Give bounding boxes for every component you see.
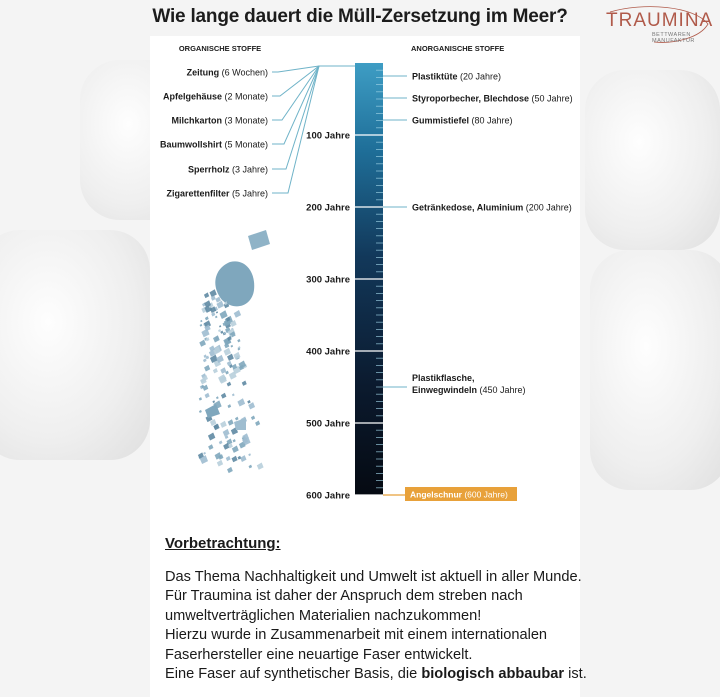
section-heading: Vorbetrachtung: — [165, 535, 281, 552]
bold-phrase: biologisch abbaubar — [421, 666, 565, 683]
description-line: Für Traumina ist daher der Anspruch dem streben nach — [165, 588, 523, 605]
organic-item-label: Baumwollshirt (5 Monate) — [159, 139, 268, 150]
description-line: Das Thema Nachhaltigkeit und Umwelt ist aktuell in aller Munde. — [165, 569, 582, 585]
tick-label: 100 Jahre — [306, 130, 350, 142]
logo-wordmark: TRAUMINA — [606, 10, 714, 31]
organic-connector — [272, 66, 355, 193]
page-title: Wie lange dauert die Müll-Zersetzung im Meer? — [152, 6, 568, 27]
organic-connector — [272, 66, 355, 96]
tick-label: 500 Jahre — [306, 418, 350, 430]
disintegrating-bottle-icon — [198, 230, 270, 473]
organic-connector — [272, 66, 355, 169]
organic-connector — [272, 66, 355, 72]
tick-label: 400 Jahre — [306, 346, 350, 358]
description-line: umweltverträglichen Materialien nachzukommen! — [165, 607, 482, 624]
organic-item-label: Zigarettenfilter (5 Jahre) — [166, 188, 268, 199]
inorganic-item-label: Einwegwindeln (450 Jahre) — [412, 385, 526, 395]
organic-item-label: Zeitung (6 Wochen) — [186, 67, 268, 78]
inorganic-item-label: Angelschnur (600 Jahre) — [410, 489, 508, 500]
description-line: Faserhersteller eine neuartige Faser entwickelt. — [165, 646, 473, 663]
inorganic-item-label: Plastikflasche, — [412, 373, 475, 383]
tick-label: 600 Jahre — [306, 490, 350, 502]
organic-item-label: Milchkarton (3 Monate) — [171, 115, 268, 126]
inorganic-item-label: Getränkedose, Aluminium (200 Jahre) — [412, 202, 572, 213]
inorganic-item-label: Gummistiefel (80 Jahre) — [412, 115, 513, 126]
tick-label: 300 Jahre — [306, 274, 350, 286]
description-line: Hierzu wurde in Zusammenarbeit mit einem internationalen — [165, 627, 548, 644]
left-group-label: ORGANISCHE STOFFE — [178, 44, 262, 53]
inorganic-item-label: Styroporbecher, Blechdose (50 Jahre) — [412, 93, 573, 104]
organic-item-label: Sperrholz (3 Jahre) — [187, 164, 268, 175]
organic-item-label: Apfelgehäuse (2 Monate) — [162, 91, 268, 102]
description-paragraph — [165, 568, 585, 684]
logo-subtitle: BETTWAREN MANUFAKTUR — [652, 32, 695, 44]
inorganic-item-label: Plastiktüte (20 Jahre) — [412, 71, 502, 82]
tick-label: 200 Jahre — [306, 202, 350, 214]
right-group-label: ANORGANISCHE STOFFE — [411, 44, 505, 53]
description-line-last: Eine Faser auf synthetischer Basis, die biologisch abbaubar ist. — [165, 666, 587, 683]
